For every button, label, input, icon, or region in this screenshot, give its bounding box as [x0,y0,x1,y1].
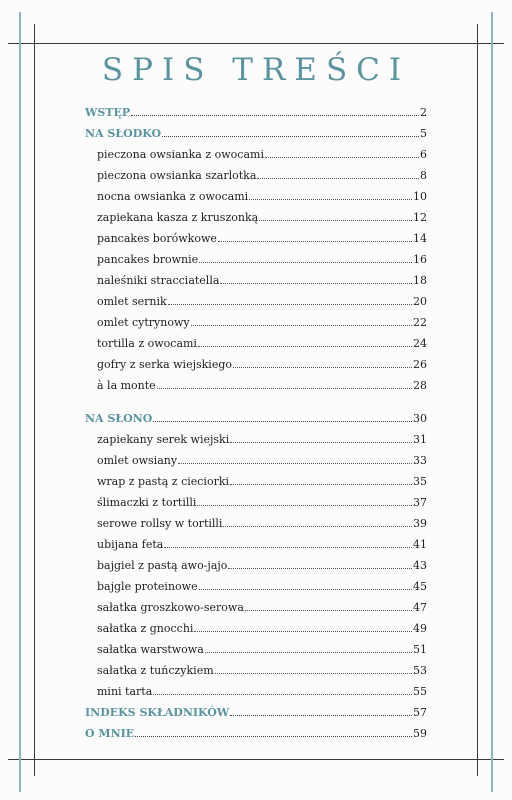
toc-entry[interactable] [85,141,427,161]
dot-leader [153,693,412,695]
dot-leader [228,567,412,569]
toc-entry-label: pieczona owsianka szarlotka [97,169,257,182]
toc-entry-page-number: 12 [413,211,427,224]
toc-entry[interactable] [85,372,427,392]
dot-leader [218,240,412,242]
toc-entry-label: naleśniki stracciatella [97,274,220,287]
toc-entry-label: NA SŁODKO [85,127,162,140]
frame-right-dark-line [477,24,478,776]
toc-entry[interactable] [85,489,427,509]
toc-entry-page-number: 33 [413,454,427,467]
frame-top-line [8,43,504,44]
toc-entry[interactable] [85,447,427,467]
toc-entry-page-number: 26 [413,358,427,371]
toc-entry-label: tortilla z owocami [97,337,197,350]
toc-entry[interactable] [85,594,427,614]
toc-entry[interactable] [85,162,427,182]
toc-entry[interactable] [85,330,427,350]
toc-entry-page-number: 35 [413,475,427,488]
toc-entry[interactable] [85,531,427,551]
toc-entry[interactable] [85,678,427,698]
toc-entry-label: nocna owsianka z owocami [97,190,249,203]
toc-entry-page-number: 47 [413,601,427,614]
toc-entry-page-number: 8 [420,169,427,182]
toc-entry-label: wrap z pastą z cieciorki [97,475,230,488]
toc-entry-page-number: 53 [413,664,427,677]
toc-entry[interactable] [85,636,427,656]
toc-entry-page-number: 57 [413,706,427,719]
dot-leader [230,714,412,716]
dot-leader [178,462,412,464]
toc-entry[interactable] [85,351,427,371]
toc-entry-label: INDEKS SKŁADNIKÓW [85,706,230,719]
toc-entry-label: pancakes borówkowe [97,232,217,245]
toc-entry-label: sałatka z tuńczykiem [97,664,214,677]
dot-leader [197,504,412,506]
toc-entry[interactable] [85,426,427,446]
toc-entry-page-number: 5 [420,127,427,140]
toc-entry[interactable] [85,225,427,245]
toc-section-entry[interactable] [85,120,427,140]
dot-leader [194,630,412,632]
toc-entry[interactable] [85,246,427,266]
dot-leader [198,345,412,347]
dot-leader [245,609,412,611]
toc-entry-label: serowe rollsy w tortilli [97,517,223,530]
toc-entry-page-number: 45 [413,580,427,593]
toc-entry-page-number: 28 [413,379,427,392]
dot-leader [157,387,412,389]
toc-entry-label: bajgle proteinowe [97,580,198,593]
toc-entry-label: mini tarta [97,685,153,698]
frame-left-teal-line [19,12,21,792]
toc-entry-page-number: 14 [413,232,427,245]
toc-entry[interactable] [85,615,427,635]
toc-entry[interactable] [85,552,427,572]
dot-leader [259,219,412,221]
toc-entry[interactable] [85,267,427,287]
toc-entry-page-number: 39 [413,517,427,530]
toc-entry-page-number: 43 [413,559,427,572]
toc-entry-label: gofry z serka wiejskiego [97,358,232,371]
toc-entry-page-number: 22 [413,316,427,329]
toc-entry-label: omlet sernik [97,295,167,308]
dot-leader [164,546,412,548]
toc-entry-page-number: 37 [413,496,427,509]
toc-entry[interactable] [85,183,427,203]
frame-right-teal-line [491,12,493,792]
toc-entry-page-number: 59 [413,727,427,740]
dot-leader [191,324,412,326]
toc-entry[interactable] [85,468,427,488]
toc-entry-label: pancakes brownie [97,253,199,266]
toc-entry-page-number: 18 [413,274,427,287]
toc-entry[interactable] [85,204,427,224]
toc-entry-label: pieczona owsianka z owocami [97,148,264,161]
toc-entry[interactable] [85,510,427,530]
toc-entry[interactable] [85,309,427,329]
toc-entry-label: zapiekana kasza z kruszonką [97,211,259,224]
toc-entry-label: sałatka warstwowa [97,643,204,656]
dot-leader [233,366,412,368]
toc-entry-page-number: 24 [413,337,427,350]
dot-leader [257,177,419,179]
dot-leader [249,198,412,200]
toc-entry-page-number: 49 [413,622,427,635]
toc-entry-page-number: 2 [420,106,427,119]
frame-bottom-line [8,759,504,760]
toc-entry-label: à la monte [97,379,156,392]
toc-entry-page-number: 16 [413,253,427,266]
dot-leader [220,282,412,284]
dot-leader [162,135,419,137]
toc-section-entry[interactable] [85,699,427,719]
toc-entry-label: WSTĘP [85,106,131,119]
frame-left-dark-line [34,24,35,776]
dot-leader [230,483,412,485]
toc-entry-label: bajgiel z pastą awo-jajo [97,559,228,572]
toc-entry-label: sałatka groszkowo-serowa [97,601,244,614]
dot-leader [223,525,412,527]
toc-entry-label: omlet cytrynowy [97,316,190,329]
toc-entry-label: ślimaczki z tortilli [97,496,197,509]
toc-entry[interactable] [85,288,427,308]
toc-section-entry[interactable] [85,405,427,425]
dot-leader [199,588,412,590]
dot-leader [168,303,412,305]
toc-entry[interactable] [85,657,427,677]
toc-entry-page-number: 51 [413,643,427,656]
page-title: SPIS TREŚCI [101,52,411,88]
toc-entry-label: sałatka z gnocchi [97,622,194,635]
toc-entry[interactable] [85,573,427,593]
toc-section-entry[interactable] [85,99,427,119]
toc-entry-page-number: 10 [413,190,427,203]
toc-entry-label: O MNIE [85,727,135,740]
toc-entry-page-number: 41 [413,538,427,551]
toc-entry-page-number: 30 [413,412,427,425]
dot-leader [153,420,412,422]
toc-entry-label: NA SŁONO [85,412,153,425]
toc-entry-page-number: 55 [413,685,427,698]
toc-entry-page-number: 6 [420,148,427,161]
toc-entry-label: omlet owsiany [97,454,178,467]
dot-leader [135,735,412,737]
toc-entry-label: zapiekany serek wiejski [97,433,230,446]
dot-leader [199,261,412,263]
dot-leader [215,672,412,674]
toc-entry-page-number: 31 [413,433,427,446]
dot-leader [265,156,419,158]
dot-leader [205,651,412,653]
toc-entry-page-number: 20 [413,295,427,308]
dot-leader [131,114,419,116]
dot-leader [230,441,412,443]
toc-section-entry[interactable] [85,720,427,740]
toc-entry-label: ubijana feta [97,538,164,551]
